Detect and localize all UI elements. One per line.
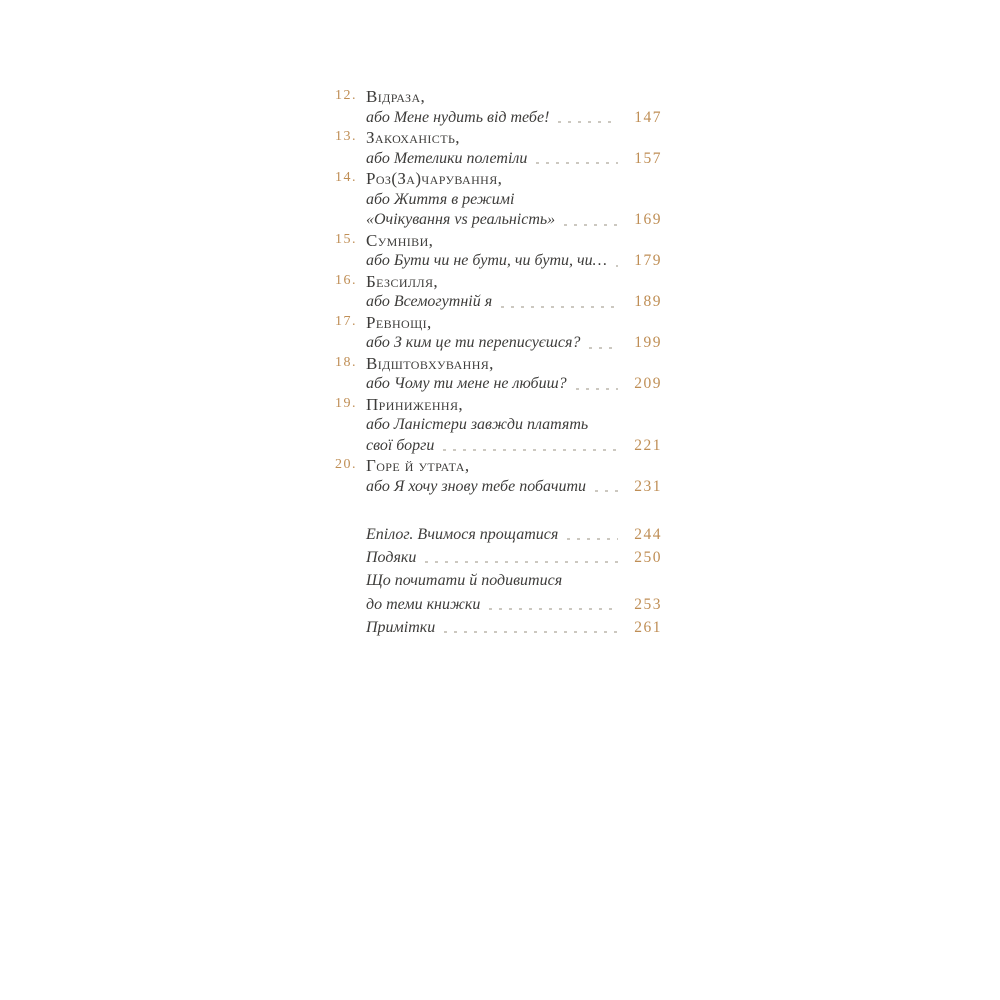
table-of-contents <box>335 87 662 639</box>
toc-entry-chapter-12 <box>335 87 662 128</box>
page-number: 244 <box>634 526 662 543</box>
chapter-subtitle: свої борги <box>366 436 435 454</box>
page-number: 199 <box>634 334 662 351</box>
page-number: 189 <box>634 293 662 310</box>
chapter-number: 16. <box>335 272 357 288</box>
chapter-number: 13. <box>335 129 357 144</box>
chapter-title: Сумніви, <box>366 230 434 250</box>
chapter-subtitle: або Всемогутній я <box>366 293 493 310</box>
chapter-subtitle: або Метелики полетіли <box>366 149 528 167</box>
chapter-number: 17. <box>335 313 357 329</box>
page-number: 250 <box>634 549 662 567</box>
toc-entry-notes <box>335 616 662 639</box>
toc-entry-acknowledgements <box>335 546 662 569</box>
chapter-number: 14. <box>335 170 357 185</box>
dotted-leader <box>489 608 618 610</box>
chapter-subtitle: або Мене нудить від тебе! <box>366 108 550 126</box>
chapter-title: Відраза, <box>366 87 426 106</box>
chapter-number: 18. <box>335 354 357 370</box>
page-number: 209 <box>634 375 662 392</box>
chapter-subtitle: або Життя в режимі <box>366 190 515 208</box>
page-number: 179 <box>634 252 662 269</box>
backmatter-title: Епілог. Вчимося прощатися <box>366 526 559 543</box>
toc-entry-chapter-16 <box>335 272 662 313</box>
chapter-title: Горе й утрата, <box>366 456 470 475</box>
dotted-leader <box>564 224 618 226</box>
chapter-subtitle: або Бути чи не бути, чи бути, чи… <box>366 252 607 269</box>
toc-entry-epilogue <box>335 523 662 546</box>
page-number: 231 <box>634 477 662 495</box>
chapter-subtitle: або З ким це ти переписуєшся? <box>366 334 581 351</box>
chapter-title: Роз(За)чарування, <box>366 169 503 188</box>
dotted-leader <box>567 538 618 540</box>
chapter-subtitle: або Я хочу знову тебе побачити <box>366 477 587 495</box>
page-number: 157 <box>634 149 662 167</box>
backmatter-title: Примітки <box>366 618 436 636</box>
chapter-title: Приниження, <box>366 394 464 414</box>
toc-entry-chapter-20 <box>335 456 662 497</box>
dotted-leader <box>589 347 618 349</box>
page-number: 261 <box>634 618 662 636</box>
page-number: 147 <box>634 108 662 126</box>
dotted-leader <box>444 631 618 633</box>
chapter-subtitle: або Чому ти мене не любиш? <box>366 375 567 392</box>
dotted-leader <box>558 121 618 123</box>
backmatter-title: до теми книжки <box>366 595 481 613</box>
toc-entry-chapter-19 <box>335 395 662 457</box>
dotted-leader <box>576 388 618 390</box>
dotted-leader <box>616 265 618 267</box>
dotted-leader <box>595 490 618 492</box>
page-number: 221 <box>634 436 662 454</box>
chapter-title: Безсилля, <box>366 271 439 291</box>
backmatter-title: Що почитати й подивитися <box>366 572 563 590</box>
toc-entry-chapter-13 <box>335 128 662 169</box>
chapter-number: 15. <box>335 231 357 247</box>
toc-entry-chapter-14 <box>335 169 662 231</box>
page-number: 169 <box>634 211 662 228</box>
chapter-subtitle: «Очікування vs реальність» <box>366 211 556 228</box>
chapter-title: Ревнощі, <box>366 312 432 332</box>
toc-entry-chapter-17 <box>335 313 662 354</box>
chapter-title: Відштовхування, <box>366 353 494 373</box>
dotted-leader <box>536 162 618 164</box>
dotted-leader <box>443 449 618 451</box>
dotted-leader <box>501 306 618 308</box>
chapter-number: 12. <box>335 88 357 103</box>
chapter-subtitle: або Ланістери завжди платять <box>366 416 589 433</box>
chapter-title: Закоханість, <box>366 128 460 147</box>
backmatter-title: Подяки <box>366 549 417 567</box>
page-number: 253 <box>634 595 662 613</box>
toc-entry-chapter-15 <box>335 231 662 272</box>
chapter-number: 19. <box>335 395 357 411</box>
dotted-leader <box>425 561 618 563</box>
chapter-number: 20. <box>335 457 357 472</box>
toc-entry-further-reading <box>335 569 662 615</box>
toc-entry-chapter-18 <box>335 354 662 395</box>
backmatter-section <box>335 523 662 639</box>
